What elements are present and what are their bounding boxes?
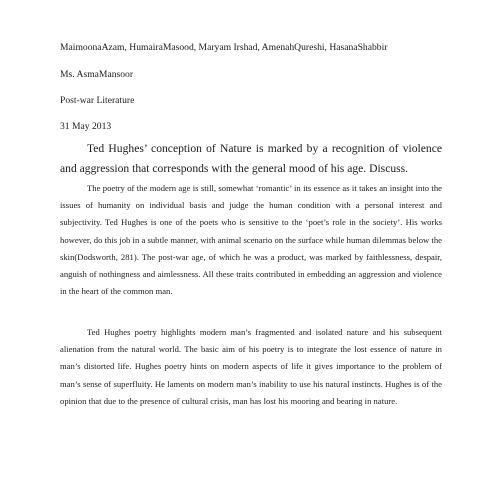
essay-question [60, 139, 442, 179]
paragraph-1 [60, 180, 442, 300]
essay-question-text: Ted Hughes’ conception of Nature is marked by a recognition of violence and aggression that corresponds with the general mood of his age. Discuss. [60, 142, 442, 175]
instructor-name: Ms. AsmaMansoor [60, 69, 134, 80]
author-names: MaimoonaAzam, HumairaMasood, Maryam Irshad, AmenahQureshi, HasanaShabbir [60, 42, 388, 53]
paragraph-2-text: Ted Hughes poetry highlights modern man’s fragmented and isolated nature and his subsequent alienation from the natural world. The basic aim of his poetry is to integrate the lost essence of nature in man’s distorted life. Hughes poetry hints on modern aspects of life it gives importance to the problem of man’s sense of superfluity. He laments on modern man’s inability to use his natural instincts. Hughes is of the opinion that due to the presence of cultural crisis, man has lost his mooring and bearing in nature. [60, 327, 442, 406]
paragraph-2 [60, 324, 442, 410]
document-date: 31 May 2013 [60, 121, 112, 132]
course-name: Post-war Literature [60, 95, 135, 106]
paragraph-1-text: The poetry of the modern age is still, somewhat ‘romantic’ in its essence as it takes an insight into the issues of humanity on individual basis and judge the human condition with a personal interest and subjectivity. Ted Hughes is one of the poets who is sensitive to the ‘poet’s role in the society’. His works however, do this job in a subtle manner, with animal scenario on the surface while human dilemmas below the skin(Dodsworth, 281). The post-war age, of which he was a product, was marked by faithlessness, despair, anguish of nothingness and aimlessness. All these traits contributed in embedding an aggression and violence in the heart of the common man. [60, 183, 442, 297]
